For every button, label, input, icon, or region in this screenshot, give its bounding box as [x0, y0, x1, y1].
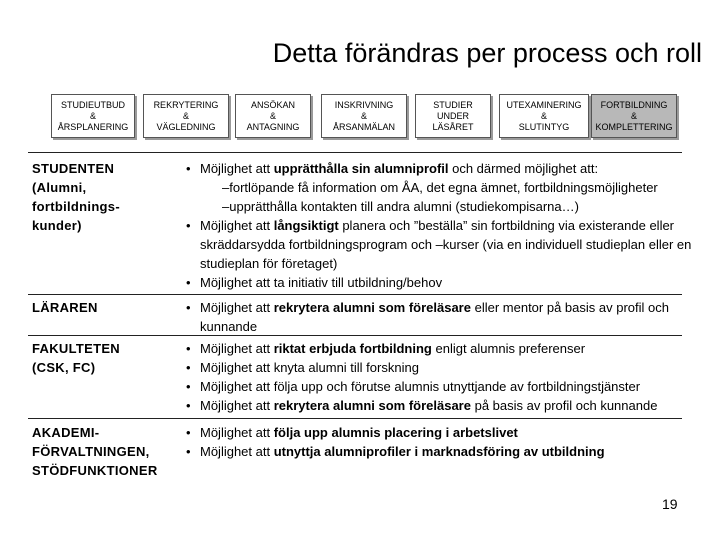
- bullet-item: [186, 396, 696, 415]
- process-line: &: [630, 110, 637, 121]
- process-box-inskrivning: [321, 94, 407, 138]
- bullet-item: [186, 298, 696, 336]
- role-items: [186, 298, 696, 336]
- role-studenten: [32, 159, 120, 235]
- item-text: Möjlighet att: [200, 444, 274, 459]
- role-fakulteten: [32, 339, 120, 377]
- process-box-studieutbud: [51, 94, 135, 138]
- item-text: Möjlighet att: [200, 218, 274, 233]
- process-line: VÄGLEDNING: [156, 121, 216, 132]
- sub-item: [186, 178, 696, 197]
- process-line: STUDIER: [433, 99, 473, 110]
- bullet-item: [186, 358, 696, 377]
- bullet-item: [186, 273, 696, 292]
- role-lararen: [32, 298, 98, 317]
- item-text: Möjlighet att ta initiativ till utbildning/behov: [200, 275, 443, 290]
- item-text: Möjlighet att följa upp och förutse alumnis utnyttjande av fortbildningstjänster: [200, 379, 641, 394]
- page-number: 19: [662, 496, 678, 512]
- process-line: &: [89, 110, 96, 121]
- role-line: STUDENTEN: [32, 161, 115, 176]
- divider: [28, 152, 682, 153]
- bold-text: riktat erbjuda fortbildning: [273, 341, 432, 356]
- process-line: UNDER: [436, 110, 469, 121]
- process-box-rekrytering: [143, 94, 229, 138]
- item-text: på basis av profil och kunnande: [470, 398, 658, 413]
- process-line: KOMPLETTERING: [595, 121, 673, 132]
- process-box-studier: [415, 94, 491, 138]
- slide-title: Detta förändras per process och roll: [272, 38, 702, 68]
- process-line: ÅRSPLANERING: [57, 121, 129, 132]
- role-line: (CSK, FC): [32, 360, 96, 375]
- process-line: REKRYTERING: [153, 99, 219, 110]
- role-items: [186, 339, 696, 415]
- process-line: STUDIEUTBUD: [60, 99, 125, 110]
- role-line: LÄRAREN: [32, 300, 98, 315]
- process-line: FORTBILDNING: [600, 99, 668, 110]
- divider: [28, 335, 682, 336]
- role-line: AKADEMI-: [32, 425, 100, 440]
- item-text: Möjlighet att: [200, 425, 274, 440]
- item-text: enligt alumnis preferenser: [431, 341, 586, 356]
- process-line: &: [269, 110, 276, 121]
- process-line: &: [182, 110, 189, 121]
- item-text: –fortlöpande få information om ÅA, det egna ämnet, fortbildningsmöjligheter: [222, 180, 658, 195]
- role-line: STÖDFUNKTIONER: [32, 463, 158, 478]
- process-box-ansokan: [235, 94, 311, 138]
- role-items: [186, 159, 696, 292]
- process-line: ANSÖKAN: [250, 99, 295, 110]
- bold-text: upprätthålla sin alumniprofil: [273, 161, 449, 176]
- role-items: [186, 423, 696, 461]
- bold-text: långsiktigt: [273, 218, 339, 233]
- process-line: INSKRIVNING: [334, 99, 394, 110]
- role-line: FÖRVALTNINGEN,: [32, 444, 150, 459]
- item-text: planera och ”beställa” sin fortbildning via existerande eller skräddarsydda fortbildningsprogram och –kurser (via en individuell studieplan eller en studieplan för företaget): [200, 218, 692, 271]
- item-text: Möjlighet att: [200, 398, 274, 413]
- process-line: UTEXAMINERING: [506, 99, 582, 110]
- item-text: Möjlighet att: [200, 300, 274, 315]
- role-line: kunder): [32, 218, 82, 233]
- bullet-item: [186, 377, 696, 396]
- process-line: &: [360, 110, 367, 121]
- role-line: (Alumni,: [32, 180, 87, 195]
- item-text: Möjlighet att knyta alumni till forskning: [200, 360, 419, 375]
- process-line: &: [540, 110, 547, 121]
- bold-text: rekrytera alumni som föreläsare: [273, 300, 471, 315]
- process-line: SLUTINTYG: [518, 121, 570, 132]
- process-line: ÅRSANMÄLAN: [332, 121, 395, 132]
- bullet-item: [186, 159, 696, 178]
- process-box-fortbildning: [591, 94, 677, 138]
- role-line: FAKULTETEN: [32, 341, 120, 356]
- bullet-item: [186, 339, 696, 358]
- process-line: ANTAGNING: [246, 121, 300, 132]
- bold-text: följa upp alumnis placering i arbetslivet: [273, 425, 518, 440]
- process-line: LÄSÅRET: [432, 121, 474, 132]
- item-text: och därmed möjlighet att:: [448, 161, 599, 176]
- divider: [28, 294, 682, 295]
- bullet-item: [186, 442, 696, 461]
- bold-text: rekrytera alumni som föreläsare: [273, 398, 471, 413]
- process-row: [51, 94, 679, 138]
- role-line: fortbildnings-: [32, 199, 120, 214]
- sub-item: [186, 197, 696, 216]
- item-text: Möjlighet att: [200, 161, 274, 176]
- bullet-item: [186, 423, 696, 442]
- item-text: –upprätthålla kontakten till andra alumni (studiekompisarna…): [222, 199, 579, 214]
- bold-text: utnyttja alumniprofiler i marknadsföring av utbildning: [273, 444, 605, 459]
- bullet-item: [186, 216, 696, 273]
- item-text: eller mentor på basis av profil och kunnande: [200, 300, 669, 334]
- role-akademiforvaltningen: [32, 423, 158, 480]
- divider: [28, 418, 682, 419]
- item-text: Möjlighet att: [200, 341, 274, 356]
- process-box-utexaminering: [499, 94, 589, 138]
